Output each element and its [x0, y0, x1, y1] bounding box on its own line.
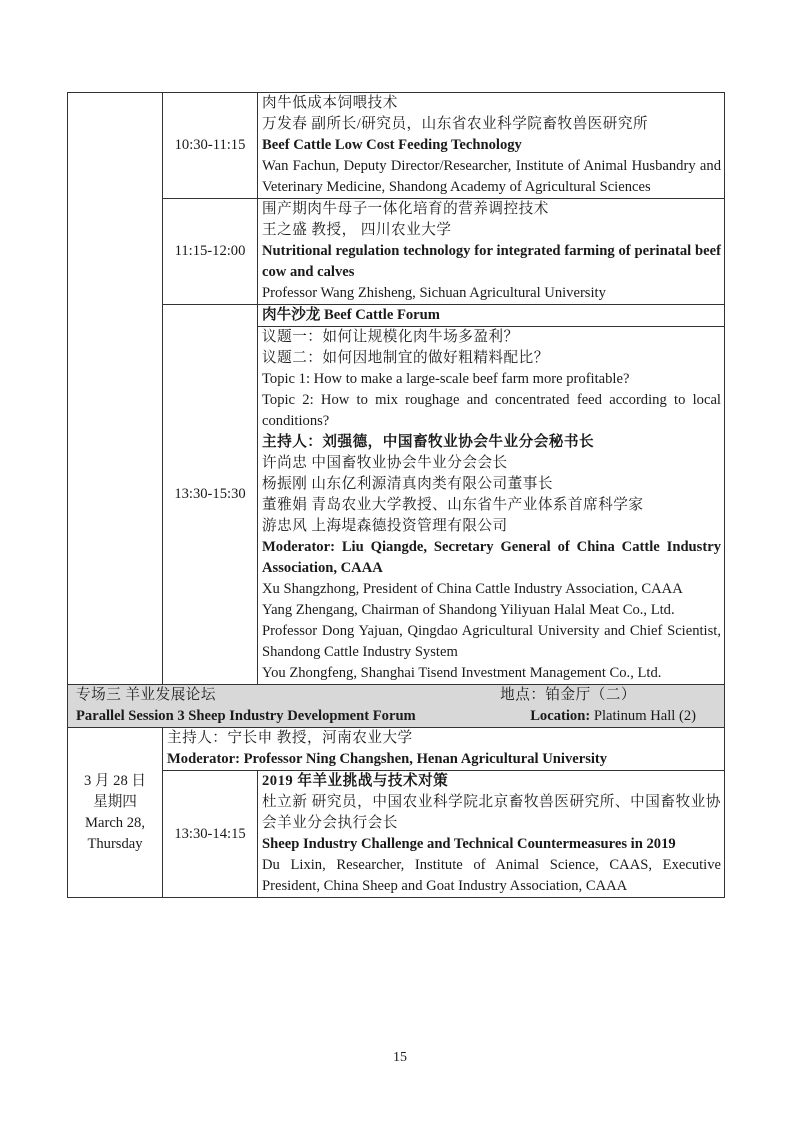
weekday-cn: 星期四 [93, 793, 137, 810]
time-cell: 10:30-11:15 [163, 93, 258, 199]
time-cell: 13:30-14:15 [163, 771, 258, 898]
speaker-en: Wan Fachun, Deputy Director/Researcher, Institute of Animal Husbandry and Veterinary Medicine, Shandong Academy of Agricultural Sciences [262, 158, 721, 195]
weekday-en: Thursday [87, 835, 143, 852]
forum-title: 肉牛沙龙 Beef Cattle Forum [258, 305, 725, 327]
panelist-en: You Zhongfeng, Shanghai Tisend Investment Management Co., Ltd. [262, 665, 662, 681]
talk-title-cn: 肉牛低成本饲喂技术 [262, 95, 398, 111]
moderator-cell [163, 728, 725, 771]
session-header-row [68, 685, 725, 728]
speaker-en: Professor Wang Zhisheng, Sichuan Agricultural University [262, 285, 606, 301]
time-cell: 11:15-12:00 [163, 199, 258, 305]
panelist-en: Yang Zhengang, Chairman of Shandong Yiliyuan Halal Meat Co., Ltd. [262, 602, 675, 618]
moderator-cn: 主持人：宁长申 教授，河南农业大学 [167, 730, 413, 746]
talk-details [258, 93, 725, 199]
topic-2-cn: 议题二：如何因地制宜的做好粗精料配比？ [262, 350, 549, 366]
panelist-cn: 游忠风 上海堤森德投资管理有限公司 [262, 518, 508, 534]
moderator-en: Moderator: Liu Qiangde, Secretary General of China Cattle Industry Association, CAAA [262, 539, 721, 576]
page-number: 15 [393, 1050, 407, 1065]
session-title-cn: 专场三 羊业发展论坛 [76, 687, 216, 703]
panelist-cn: 董雅娟 青岛农业大学教授、山东省牛产业体系首席科学家 [262, 497, 644, 513]
panelist-cn: 许尚忠 中国畜牧业协会牛业分会会长 [262, 455, 508, 471]
talk-title-en: Beef Cattle Low Cost Feeding Technology [262, 137, 522, 153]
forum-details [258, 327, 725, 685]
location-value: Platinum Hall (2) [590, 708, 696, 724]
session-title-en: Parallel Session 3 Sheep Industry Development Forum [76, 708, 416, 724]
talk-row [68, 93, 725, 199]
session-location-en [530, 706, 696, 727]
panelist-cn: 杨振刚 山东亿利源清真肉类有限公司董事长 [262, 476, 553, 492]
moderator-cn: 主持人：刘强德，中国畜牧业协会牛业分会秘书长 [262, 434, 595, 450]
talk-row [68, 199, 725, 305]
speaker-en: Du Lixin, Researcher, Institute of Animal Science, CAAS, Executive President, China Sheep and Goat Industry Association, CAAA [262, 857, 721, 894]
topic-1-cn: 议题一：如何让规模化肉牛场多盈利？ [262, 329, 519, 345]
moderator-en: Moderator: Professor Ning Changshen, Henan Agricultural University [167, 751, 608, 767]
speaker-cn: 万发春 副所长/研究员，山东省农业科学院畜牧兽医研究所 [262, 116, 649, 132]
date-en: March 28, [85, 814, 145, 831]
panelist-en: Xu Shangzhong, President of China Cattle Industry Association, CAAA [262, 581, 683, 597]
time-cell: 13:30-15:30 [163, 305, 258, 685]
topic-2-en: Topic 2: How to mix roughage and concentrated feed according to local conditions? [262, 392, 721, 429]
talk-details [258, 199, 725, 305]
talk-details [258, 771, 725, 898]
location-label: Location: [530, 708, 591, 724]
talk-title-en: Nutritional regulation technology for integrated farming of perinatal beef cow and calves [262, 243, 721, 280]
talk-row [68, 771, 725, 898]
speaker-cn: 王之盛 教授， 四川农业大学 [262, 222, 452, 238]
talk-title-cn: 围产期肉牛母子一体化培育的营养调控技术 [262, 201, 549, 217]
talk-title-en: Sheep Industry Challenge and Technical Countermeasures in 2019 [262, 836, 676, 852]
date-cell [68, 728, 163, 898]
topic-1-en: Topic 1: How to make a large-scale beef farm more profitable? [262, 371, 630, 387]
forum-title-row [68, 305, 725, 327]
date-cell-empty [68, 93, 163, 685]
session-location-cn: 地点：铂金厅（二） [500, 687, 636, 703]
speaker-cn: 杜立新 研究员，中国农业科学院北京畜牧兽医研究所、中国畜牧业协会羊业分会执行会长 [262, 794, 721, 831]
talk-title-cn: 2019 年羊业挑战与技术对策 [262, 773, 449, 789]
moderator-row [68, 728, 725, 771]
session-header [68, 685, 725, 728]
schedule-table [67, 92, 725, 898]
panelist-en: Professor Dong Yajuan, Qingdao Agricultural University and Chief Scientist, Shandong Cattle Industry System [262, 623, 721, 660]
date-cn: 3 月 28 日 [83, 772, 147, 789]
